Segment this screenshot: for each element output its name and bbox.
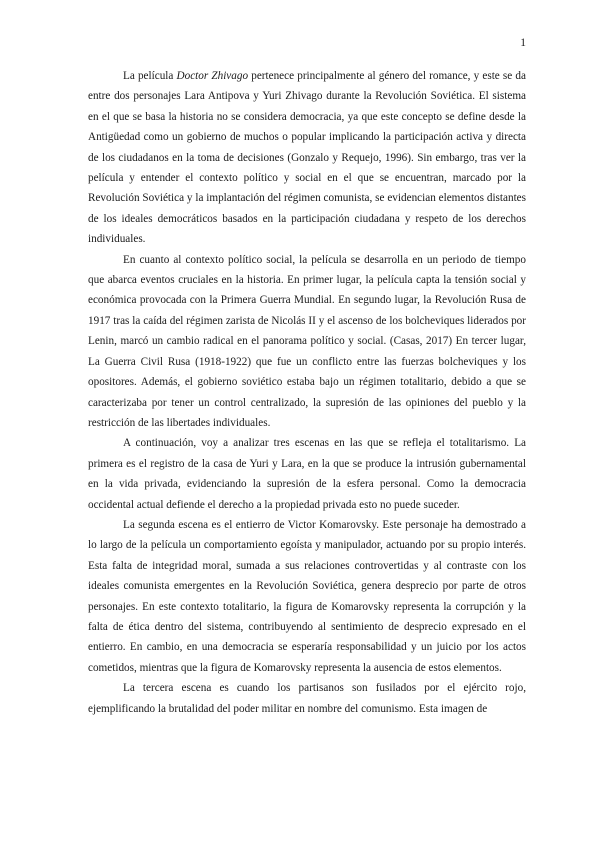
paragraph-intro [88, 66, 526, 250]
paragraph-scene-one: A continuación, voy a analizar tres escenas en las que se refleja el totalitarismo. La primera es el registro de la casa de Yuri y Lara, en la que se produce la intrusión gubernamental en la vida privada, evidenciando la supresión de la esfera personal. Como la democracia occidental actual defiende el derecho a la propiedad privada esto no puede suceder. [88, 437, 526, 511]
paragraph-scene-three: La tercera escena es cuando los partisanos son fusilados por el ejército rojo, ejemplificando la brutalidad del poder militar en nombre del comunismo. Esta imagen de [88, 682, 526, 715]
body-text [88, 66, 526, 719]
paragraph-intro-lead: La película [123, 70, 177, 82]
paragraph-scene-two: La segunda escena es el entierro de Victor Komarovsky. Este personaje ha demostrado a lo largo de la película un comportamiento egoísta y manipulador, actuando por su propio interés. Esta falta de integridad moral, sumada a sus relaciones controvertidas y al contraste con los ideales comunista emergentes en la Revolución Soviética, genera desprecio por parte de otros personajes. En este contexto totalitario, la figura de Komarovsky representa la corrupción y la falta de ética dentro del sistema, contribuyendo al sentimiento de desprecio expresado en el entierro. En cambio, en una democracia se esperaría responsabilidad y un juicio por los actos cometidos, mientras que la figura de Komarovsky representa la ausencia de estos elementos. [88, 518, 526, 674]
paragraph-context: En cuanto al contexto político social, la película se desarrolla en un periodo de tiempo que abarca eventos cruciales en la historia. En primer lugar, la película capta la tensión social y económica provocada con la Primera Guerra Mundial. En segundo lugar, la Revolución Rusa de 1917 tras la caída del régimen zarista de Nicolás II y el ascenso de los bolcheviques liderados por Lenin, marcó un cambio radical en el panorama político y social. (Casas, 2017) En tercer lugar, La Guerra Civil Rusa (1918-1922) que fue un conflicto entre las fuerzas bolcheviques y los opositores. Además, el gobierno soviético estaba bajo un régimen totalitario, debido a que se caracterizaba por tener un control centralizado, la supresión de las opiniones del pueblo y la restricción de las libertades individuales. [88, 253, 526, 429]
paragraph-intro-body: pertenece principalmente al género del romance, y este se da entre dos personajes Lara Antipova y Yuri Zhivago durante la Revolución Soviética. El sistema en el que se basa la historia no se considera democracia, ya que este concepto se define desde la Antigüedad como un gobierno de muchos o popular implicando la participación activa y directa de los ciudadanos en la toma de decisiones (Gonzalo y Requejo, 1996). Sin embargo, tras ver la película y entender el contexto político y social en el que se encuentran, marcado por la Revolución Soviética y la implantación del régimen comunista, se evidencian elementos distantes de los ideales democráticos basados en la participación ciudadana y respeto de los derechos individuales. [88, 70, 526, 246]
film-title: Doctor Zhivago [176, 70, 249, 82]
page-number: 1 [520, 37, 526, 49]
